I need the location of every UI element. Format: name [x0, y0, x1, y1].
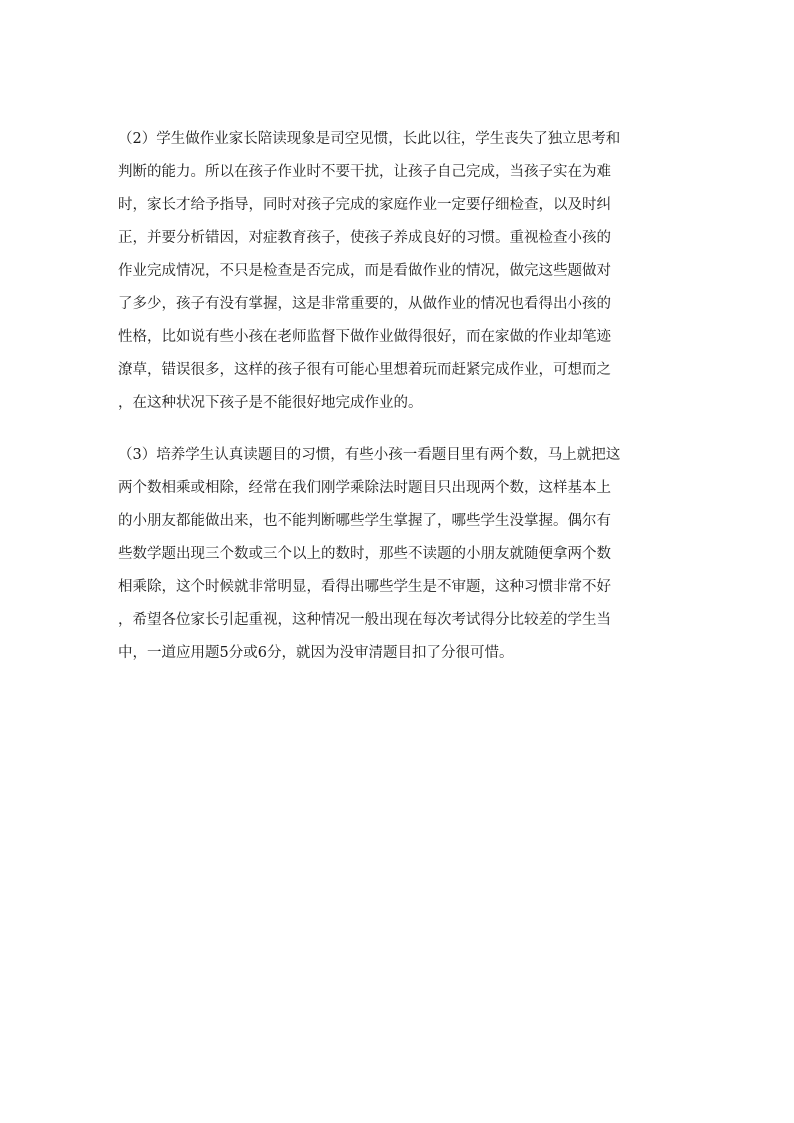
text-line: ，在这种状况下孩子是不能很好地完成作业的。: [118, 395, 423, 411]
text-line: 相乘除，这个时候就非常明显，看得出哪些学生是不审题，这种习惯非常不好: [118, 579, 611, 595]
text-line: ，希望各位家长引起重视，这种情况一般出现在每次考试得分比较差的学生当: [118, 612, 611, 628]
paragraph-3: [118, 439, 680, 670]
text-line: （3）培养学生认真读题目的习惯，有些小孩一看题目里有两个数，马上就把这: [118, 447, 621, 463]
text-line: 性格，比如说有些小孩在老师监督下做作业做得很好，而在家做的作业却笔迹: [118, 329, 611, 345]
text-line: 正，并要分析错因，对症教育孩子，使孩子养成良好的习惯。重视检查小孩的: [118, 230, 611, 246]
text-line: 中，一道应用题5分或6分，就因为没审清题目扣了分很可惜。: [118, 645, 514, 661]
text-line: 时，家长才给予指导，同时对孩子完成的家庭作业一定要仔细检查，以及时纠: [118, 197, 611, 213]
text-line: 些数学题出现三个数或三个以上的数时，那些不读题的小朋友就随便拿两个数: [118, 546, 611, 562]
text-line: 作业完成情况，不只是检查是否完成，而是看做作业的情况，做完这些题做对: [118, 263, 611, 279]
text-line: 的小朋友都能做出来，也不能判断哪些学生掌握了，哪些学生没掌握。偶尔有: [118, 513, 611, 529]
text-line: 潦草，错误很多，这样的孩子很有可能心里想着玩而赶紧完成作业，可想而之: [118, 362, 611, 378]
text-line: （2）学生做作业家长陪读现象是司空见惯，长此以往，学生丧失了独立思考和: [118, 131, 621, 147]
text-line: 判断的能力。所以在孩子作业时不要干扰，让孩子自己完成，当孩子实在为难: [118, 164, 611, 180]
paragraph-2: [118, 123, 680, 420]
text-line: 两个数相乘或相除，经常在我们刚学乘除法时题目只出现两个数，这样基本上: [118, 480, 611, 496]
text-line: 了多少，孩子有没有掌握，这是非常重要的，从做作业的情况也看得出小孩的: [118, 296, 611, 312]
